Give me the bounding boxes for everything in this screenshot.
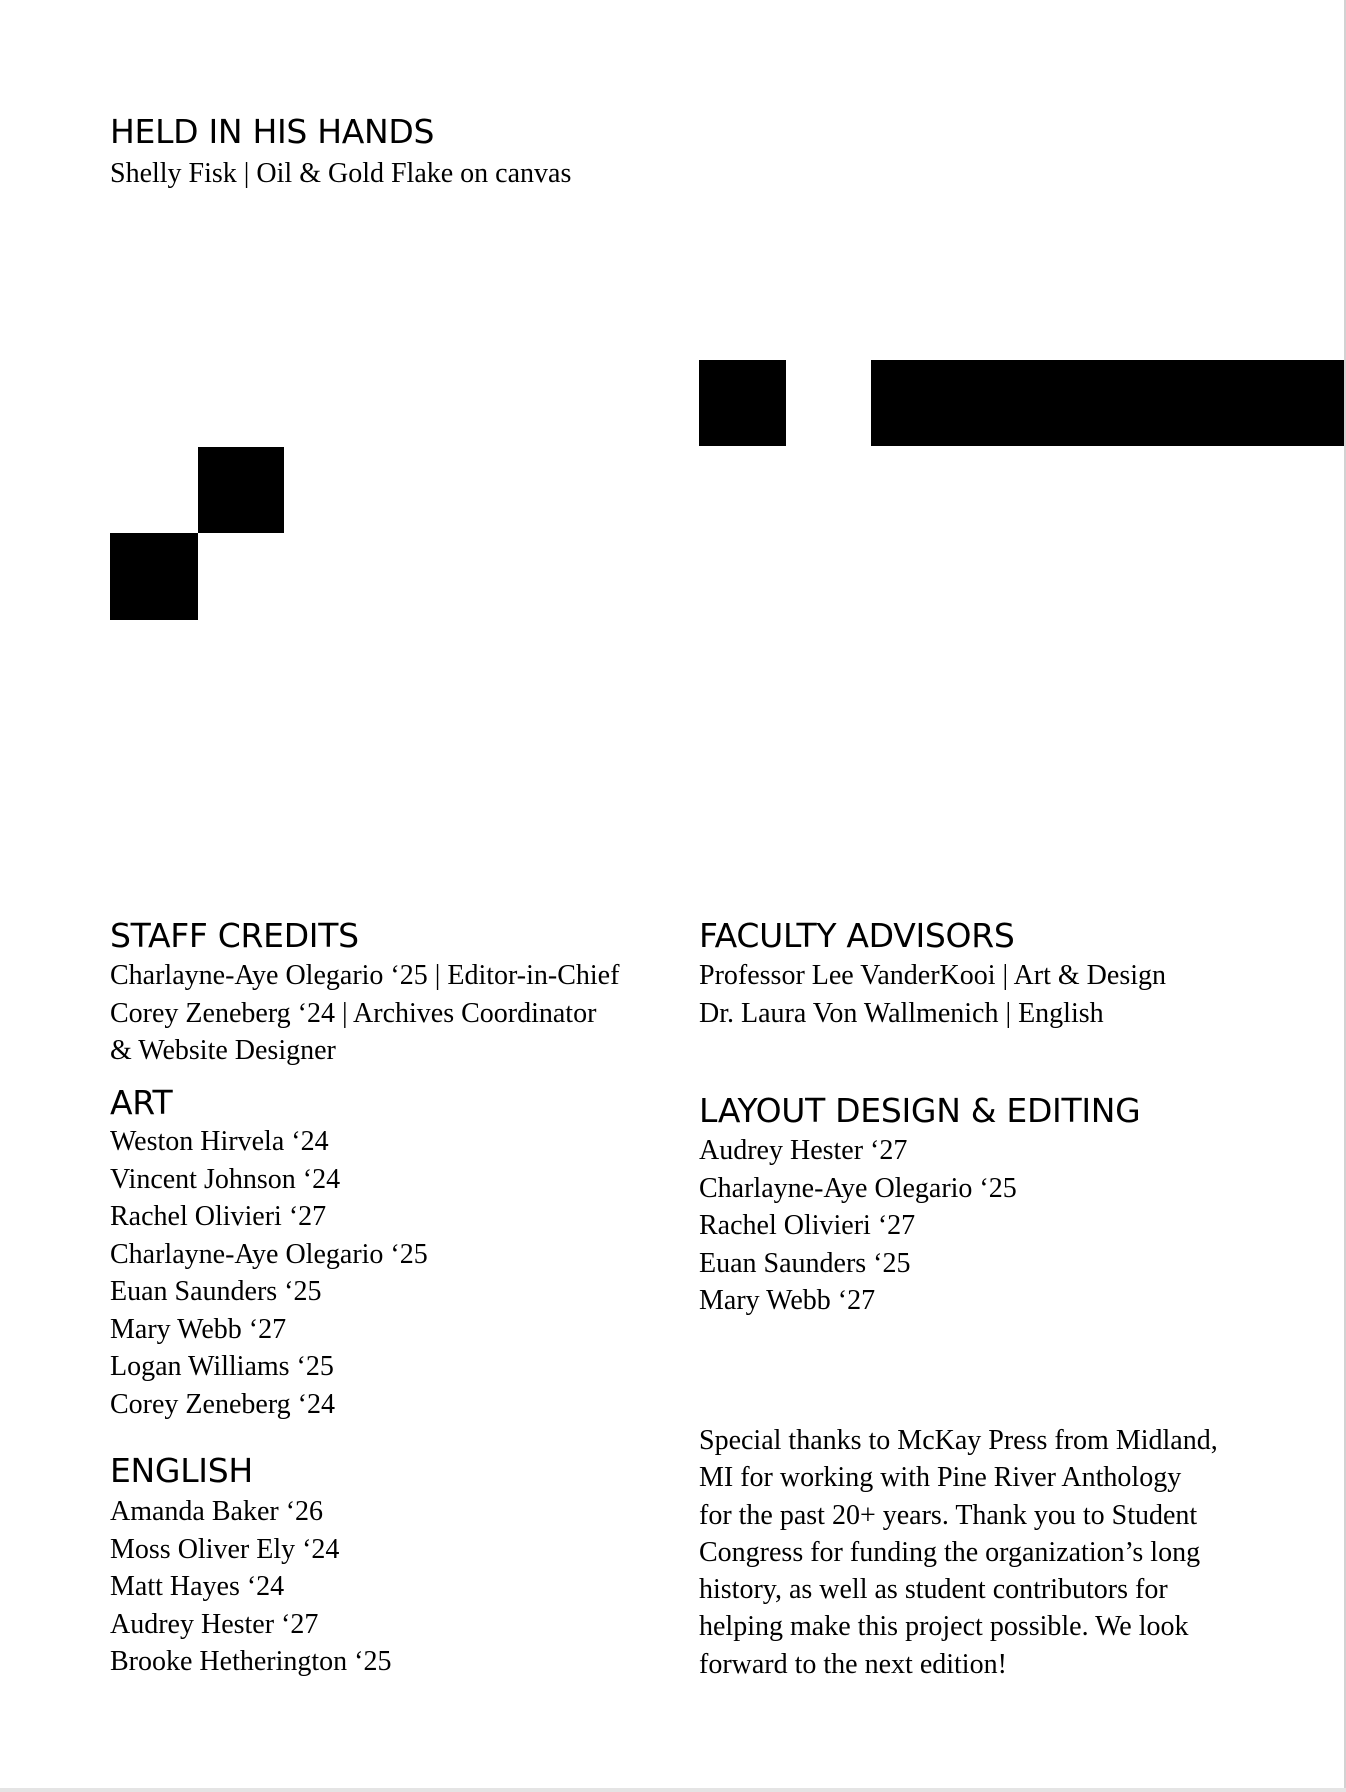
faculty-advisors-heading: FACULTY ADVISORS — [699, 916, 1015, 955]
staff-credit-line: Corey Zeneberg ‘24 | Archives Coordinator — [110, 997, 597, 1029]
decorative-bar-right — [871, 360, 1344, 446]
art-name: Charlayne-Aye Olegario ‘25 — [110, 1238, 428, 1270]
layout-design-name: Euan Saunders ‘25 — [699, 1247, 911, 1279]
english-name: Matt Hayes ‘24 — [110, 1571, 285, 1602]
special-thanks-line: helping make this project possible. We look — [699, 1611, 1189, 1643]
layout-design-heading: LAYOUT DESIGN & EDITING — [699, 1091, 1141, 1130]
layout-design-name: Mary Webb ‘27 — [699, 1285, 876, 1316]
art-name: Corey Zeneberg ‘24 — [110, 1388, 335, 1420]
faculty-advisor-line: Professor Lee VanderKooi | Art & Design — [699, 960, 1167, 991]
special-thanks-line: MI for working with Pine River Anthology — [699, 1462, 1182, 1494]
special-thanks-line: history, as well as student contributors for — [699, 1574, 1168, 1606]
art-name: Logan Williams ‘25 — [110, 1351, 334, 1382]
decorative-block-lower-left — [110, 533, 198, 620]
special-thanks-line: forward to the next edition! — [699, 1648, 1007, 1680]
art-heading: ART — [110, 1083, 173, 1122]
staff-credits-heading: STAFF CREDITS — [110, 916, 359, 955]
english-name: Moss Oliver Ely ‘24 — [110, 1533, 340, 1565]
special-thanks-line: for the past 20+ years. Thank you to Student — [699, 1499, 1198, 1531]
special-thanks-line: Congress for funding the organization’s long — [699, 1536, 1201, 1568]
art-name: Weston Hirvela ‘24 — [110, 1126, 329, 1157]
artwork-caption: Shelly Fisk | Oil & Gold Flake on canvas — [110, 158, 572, 189]
artwork-title: HELD IN HIS HANDS — [110, 112, 435, 151]
english-heading: ENGLISH — [110, 1451, 253, 1490]
decorative-block-upper-left — [198, 447, 284, 533]
english-name: Brooke Hetherington ‘25 — [110, 1646, 392, 1677]
english-name: Audrey Hester ‘27 — [110, 1608, 319, 1640]
layout-design-list — [699, 1132, 1017, 1320]
staff-credits-list — [110, 957, 619, 1070]
art-list — [110, 1123, 428, 1423]
staff-credit-line: Charlayne-Aye Olegario ‘25 | Editor-in-Chief — [110, 960, 620, 991]
special-thanks-paragraph — [699, 1422, 1218, 1683]
layout-design-name: Charlayne-Aye Olegario ‘25 — [699, 1172, 1017, 1204]
layout-design-name: Rachel Olivieri ‘27 — [699, 1210, 916, 1241]
decorative-block-small-right — [699, 360, 786, 446]
layout-design-name: Audrey Hester ‘27 — [699, 1135, 908, 1166]
faculty-advisors-list — [699, 957, 1166, 1032]
art-name: Mary Webb ‘27 — [110, 1313, 287, 1345]
staff-credit-line: & Website Designer — [110, 1035, 336, 1066]
english-list — [110, 1493, 392, 1681]
english-name: Amanda Baker ‘26 — [110, 1496, 324, 1527]
faculty-advisor-line: Dr. Laura Von Wallmenich | English — [699, 997, 1104, 1029]
art-name: Euan Saunders ‘25 — [110, 1276, 322, 1307]
art-name: Rachel Olivieri ‘27 — [110, 1201, 327, 1232]
art-name: Vincent Johnson ‘24 — [110, 1163, 341, 1195]
special-thanks-line: Special thanks to McKay Press from Midland, — [699, 1425, 1218, 1456]
page-edge-bottom — [0, 1788, 1346, 1792]
